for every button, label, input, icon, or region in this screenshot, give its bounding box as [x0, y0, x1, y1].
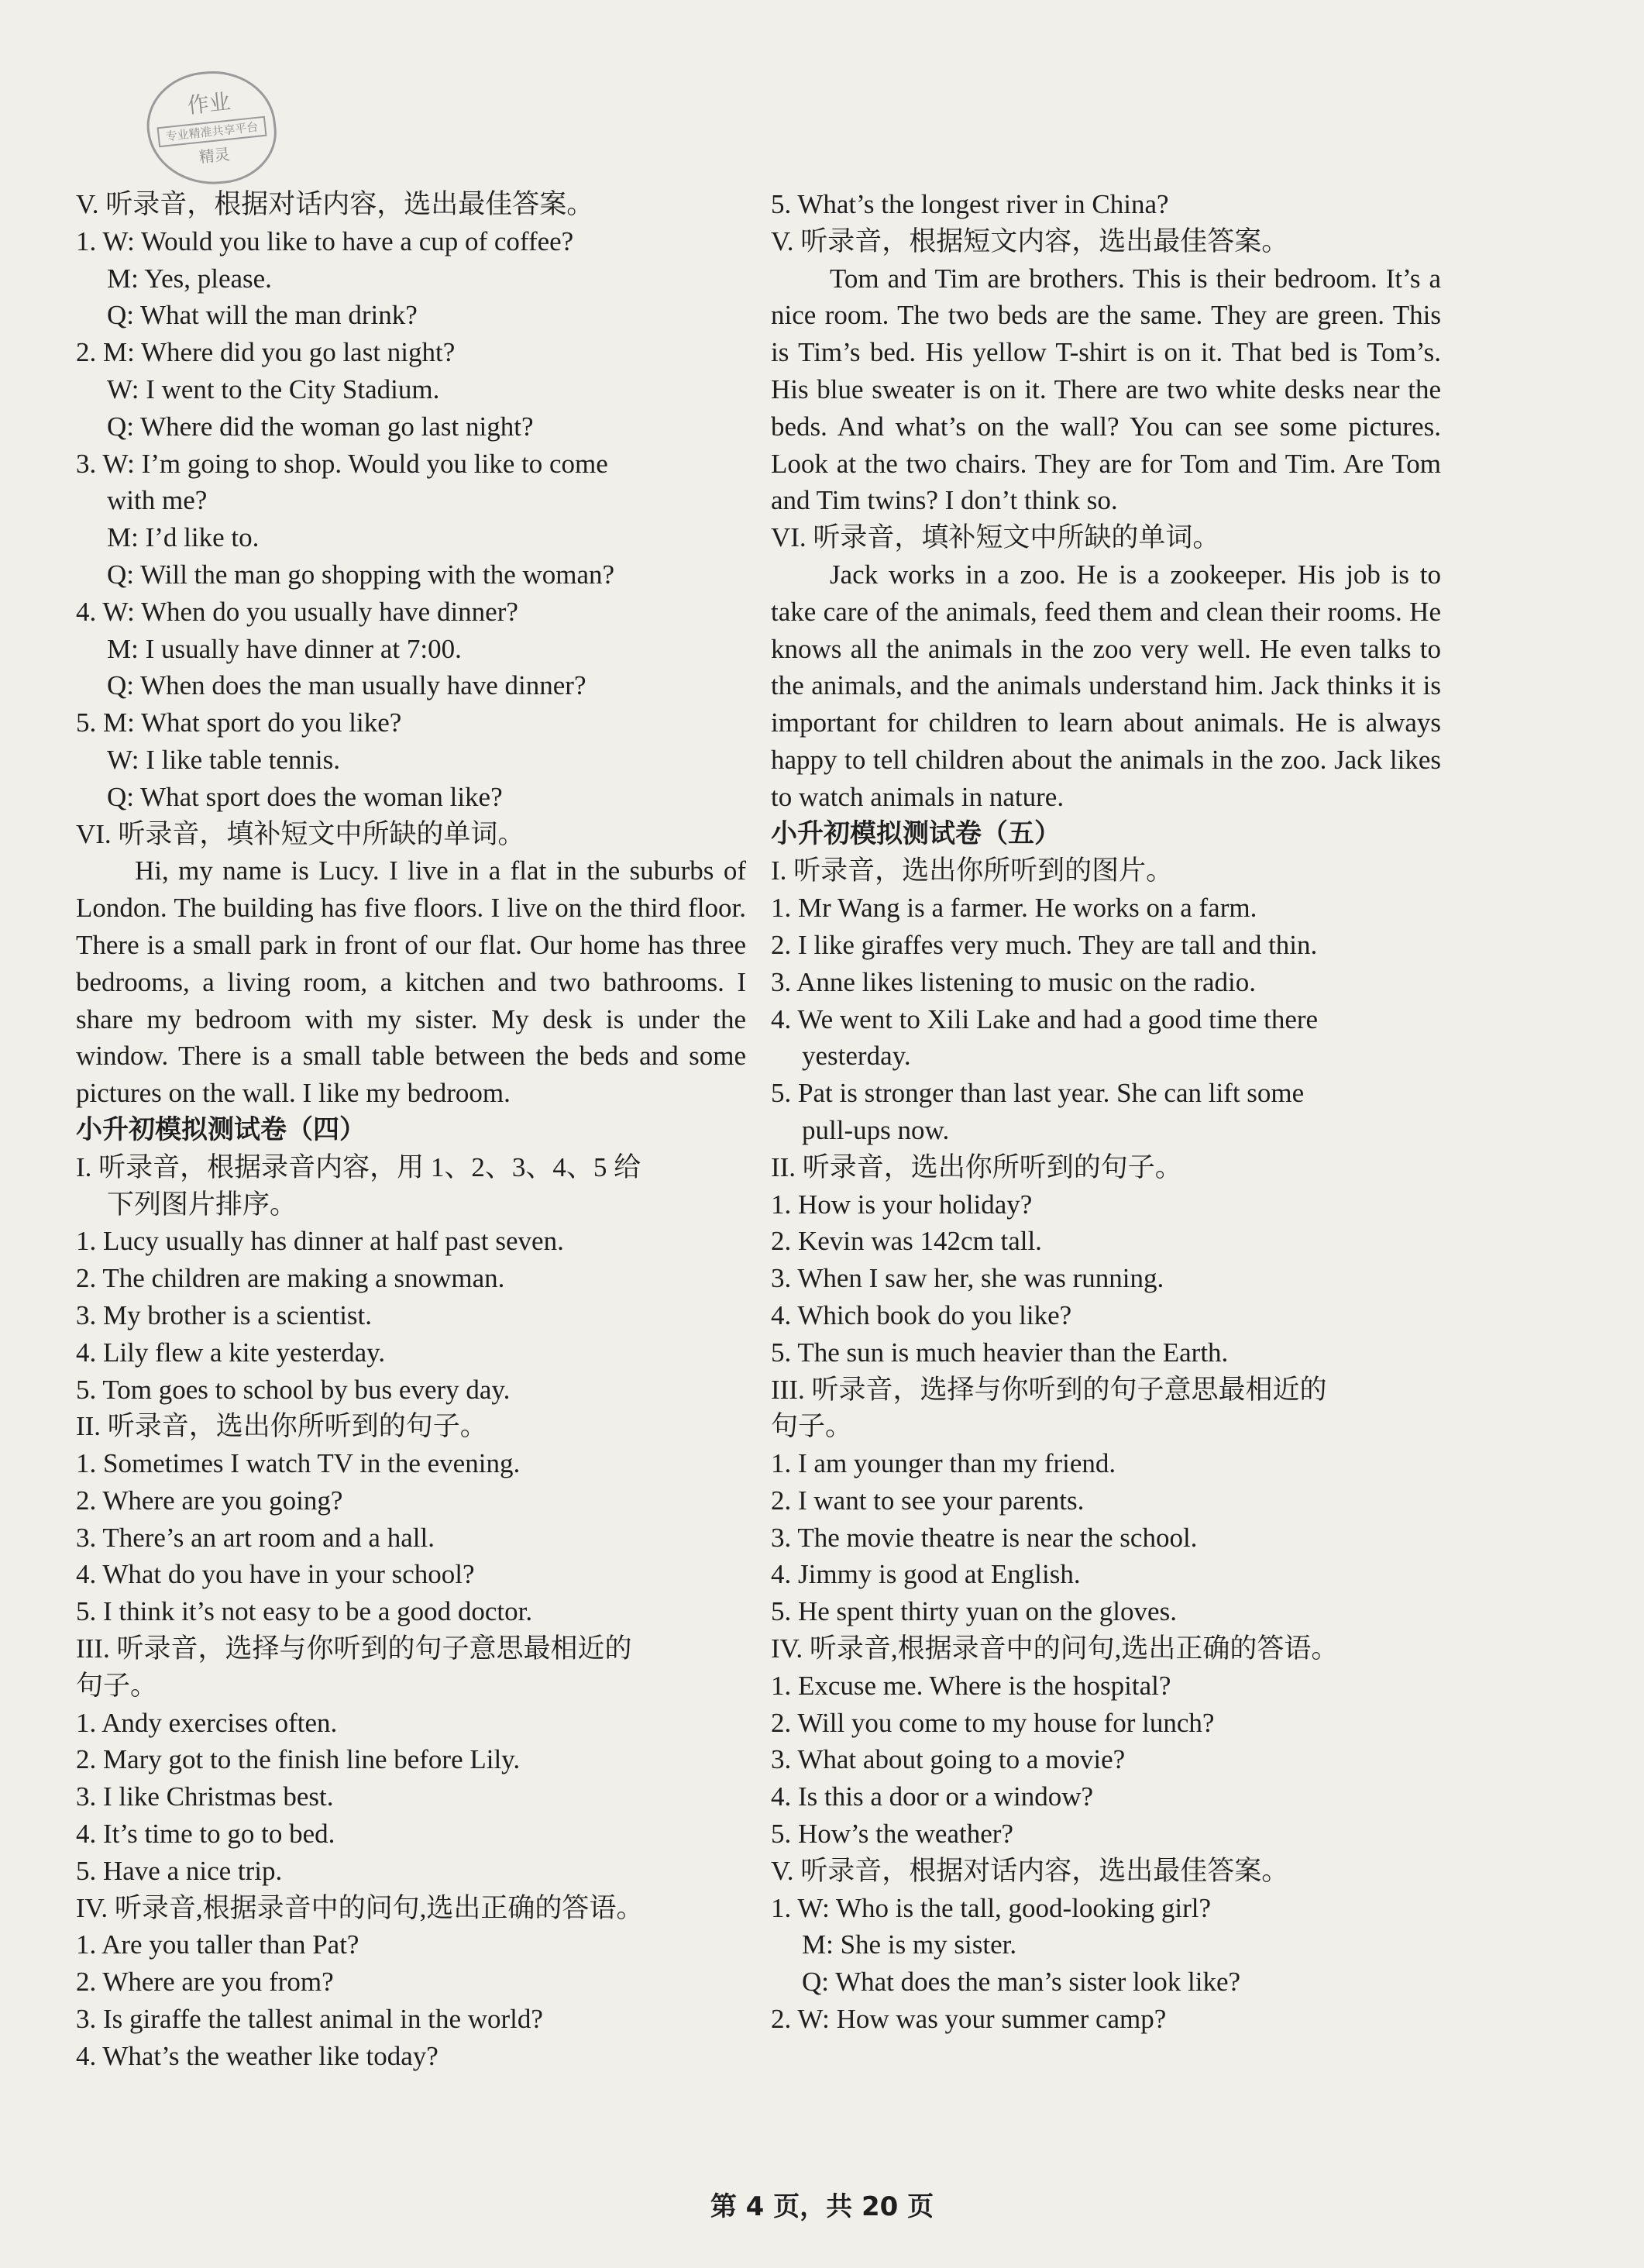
item-continuation: Q: When does the man usually have dinner? — [107, 670, 586, 701]
numbered-item: 3. What about going to a movie? — [771, 1744, 1126, 1775]
numbered-item: 1. Sometimes I watch TV in the evening. — [76, 1448, 521, 1479]
watermark-stamp — [142, 65, 281, 191]
numbered-item: 2. Where are you going? — [76, 1485, 343, 1516]
numbered-item: 1. Lucy usually has dinner at half past seven. — [76, 1226, 564, 1257]
numbered-item: 1. I am younger than my friend. — [771, 1448, 1116, 1479]
test-title: 小升初模拟测试卷（四） — [76, 1113, 366, 1145]
numbered-item: 2. The children are making a snowman. — [76, 1263, 505, 1294]
numbered-item: 5. Pat is stronger than last year. She can lift some — [771, 1078, 1305, 1109]
item-continuation: yesterday. — [802, 1041, 911, 1072]
numbered-item: 5. I think it’s not easy to be a good doctor. — [76, 1596, 533, 1627]
section-heading: I. 听录音，选出你所听到的图片。 — [771, 855, 1174, 886]
test-title: 小升初模拟测试卷（五） — [771, 817, 1061, 849]
numbered-item: 5. How’s the weather? — [771, 1819, 1013, 1850]
stamp-line-3: 精灵 — [198, 144, 231, 167]
left-column — [76, 186, 746, 2075]
section-heading: 句子。 — [76, 1670, 158, 1701]
numbered-item: 2. I like giraffes very much. They are tall and thin. — [771, 929, 1318, 960]
stamp-line-1: 作业 — [186, 88, 232, 119]
numbered-item: 1. W: Would you like to have a cup of coffee? — [76, 225, 574, 256]
item-continuation: Q: What does the man’s sister look like? — [802, 1967, 1241, 1998]
numbered-item: 3. When I saw her, she was running. — [771, 1263, 1164, 1294]
numbered-item: 5. The sun is much heavier than the Earth. — [771, 1337, 1229, 1368]
item-continuation: M: I usually have dinner at 7:00. — [107, 633, 462, 664]
passage-paragraph: Hi, my name is Lucy. I live in a flat in the suburbs of London. The building has five floors. I live on the third floor. There is a small park in front of our flat. Our home has three bedrooms, a living room, a kitchen and two bathrooms. I share my bedroom with my sister. My desk is under the window. There is a small table between the beds and some pictures on the wall. I like my bedroom. — [76, 855, 746, 1109]
passage-paragraph: Jack works in a zoo. He is a zookeeper. His job is to take care of the animals, feed them and clean their rooms. He knows all the animals in the zoo very well. He even talks to the animals, and the animals understand him. Jack thinks it is important for children to learn about animals. He is always happy to tell children about the animals in the zoo. Jack likes to watch animals in nature. — [771, 559, 1441, 812]
numbered-item: 4. What’s the weather like today? — [76, 2040, 439, 2071]
item-continuation: Q: Where did the woman go last night? — [107, 411, 534, 442]
numbered-item: 2. M: Where did you go last night? — [76, 337, 456, 368]
numbered-item: 1. How is your holiday? — [771, 1189, 1033, 1220]
numbered-item: 5. M: What sport do you like? — [76, 707, 402, 738]
numbered-item: 3. Is giraffe the tallest animal in the world? — [76, 2004, 543, 2035]
stamp-line-2: 专业精准共享平台 — [157, 115, 267, 146]
numbered-item: 4. What do you have in your school? — [76, 1559, 475, 1590]
numbered-item: 4. Which book do you like? — [771, 1299, 1072, 1330]
section-heading: II. 听录音，选出你所听到的句子。 — [76, 1411, 487, 1442]
section-heading: VI. 听录音，填补短文中所缺的单词。 — [76, 818, 525, 849]
numbered-item: 4. Lily flew a kite yesterday. — [76, 1337, 386, 1368]
page-footer: 第 4 页，共 20 页 — [710, 2191, 934, 2222]
item-continuation: with me? — [107, 485, 208, 516]
numbered-item: 2. I want to see your parents. — [771, 1485, 1085, 1516]
numbered-item: 3. There’s an art room and a hall. — [76, 1522, 435, 1553]
numbered-item: 3. W: I’m going to shop. Would you like to come — [76, 448, 608, 479]
numbered-item: 2. W: How was your summer camp? — [771, 2004, 1167, 2035]
numbered-item: 1. Mr Wang is a farmer. He works on a farm. — [771, 893, 1257, 924]
numbered-item: 5. He spent thirty yuan on the gloves. — [771, 1596, 1177, 1627]
numbered-item: 4. W: When do you usually have dinner? — [76, 596, 518, 627]
numbered-item: 3. I like Christmas best. — [76, 1781, 334, 1812]
item-continuation: M: She is my sister. — [802, 1929, 1017, 1960]
numbered-item: 5. Have a nice trip. — [76, 1855, 283, 1886]
section-heading: VI. 听录音，填补短文中所缺的单词。 — [771, 522, 1220, 553]
numbered-item: 2. Will you come to my house for lunch? — [771, 1707, 1215, 1738]
numbered-item: 4. Jimmy is good at English. — [771, 1559, 1081, 1590]
section-heading: V. 听录音，根据对话内容，选出最佳答案。 — [771, 1855, 1289, 1886]
item-continuation: W: I like table tennis. — [107, 744, 340, 775]
item-continuation: Q: What sport does the woman like? — [107, 781, 503, 812]
numbered-item: 4. Is this a door or a window? — [771, 1781, 1094, 1812]
section-heading: IV. 听录音,根据录音中的问句,选出正确的答语。 — [771, 1633, 1339, 1664]
section-heading: V. 听录音，根据短文内容，选出最佳答案。 — [771, 225, 1289, 256]
section-heading: III. 听录音，选择与你听到的句子意思最相近的 — [771, 1374, 1327, 1405]
numbered-item: 2. Kevin was 142cm tall. — [771, 1226, 1042, 1257]
item-continuation: pull-ups now. — [802, 1114, 950, 1145]
numbered-item: 5. What’s the longest river in China? — [771, 189, 1169, 219]
section-heading: IV. 听录音,根据录音中的问句,选出正确的答语。 — [76, 1892, 644, 1923]
numbered-item: 4. We went to Xili Lake and had a good time there — [771, 1003, 1319, 1034]
numbered-item: 2. Where are you from? — [76, 1967, 334, 1998]
item-continuation: M: Yes, please. — [107, 263, 272, 294]
numbered-item: 1. Are you taller than Pat? — [76, 1929, 359, 1960]
section-heading: V. 听录音，根据对话内容，选出最佳答案。 — [76, 189, 594, 219]
numbered-item: 3. Anne likes listening to music on the radio. — [771, 966, 1257, 997]
numbered-item: 1. W: Who is the tall, good-looking girl? — [771, 1892, 1212, 1923]
passage-paragraph: Tom and Tim are brothers. This is their bedroom. It’s a nice room. The two beds are the same. They are green. This is Tim’s bed. His yellow T-shirt is on it. That bed is Tom’s. His blue sweater is on it. There are two white desks near the beds. And what’s on the wall? You can see some pictures. Look at the two chairs. They are for Tom and Tim. Are Tom and Tim twins? I don’t think so. — [771, 263, 1441, 516]
item-continuation: W: I went to the City Stadium. — [107, 373, 440, 404]
numbered-item: 3. The movie theatre is near the school. — [771, 1522, 1198, 1553]
numbered-item: 1. Excuse me. Where is the hospital? — [771, 1670, 1171, 1701]
item-continuation: Q: Will the man go shopping with the woman? — [107, 559, 615, 590]
numbered-item: 5. Tom goes to school by bus every day. — [76, 1374, 511, 1405]
section-heading: I. 听录音，根据录音内容，用 1、2、3、4、5 给 — [76, 1151, 641, 1182]
section-heading: II. 听录音，选出你所听到的句子。 — [771, 1151, 1182, 1182]
item-continuation: Q: What will the man drink? — [107, 300, 418, 331]
numbered-item: 4. It’s time to go to bed. — [76, 1819, 335, 1850]
numbered-item: 1. Andy exercises often. — [76, 1707, 338, 1738]
numbered-item: 3. My brother is a scientist. — [76, 1299, 373, 1330]
section-heading: 句子。 — [771, 1411, 853, 1442]
right-column — [771, 186, 1441, 2038]
numbered-item: 2. Mary got to the finish line before Lily. — [76, 1744, 521, 1775]
item-continuation: M: I’d like to. — [107, 522, 260, 553]
item-continuation: 下列图片排序。 — [107, 1189, 298, 1220]
section-heading: III. 听录音，选择与你听到的句子意思最相近的 — [76, 1633, 632, 1664]
